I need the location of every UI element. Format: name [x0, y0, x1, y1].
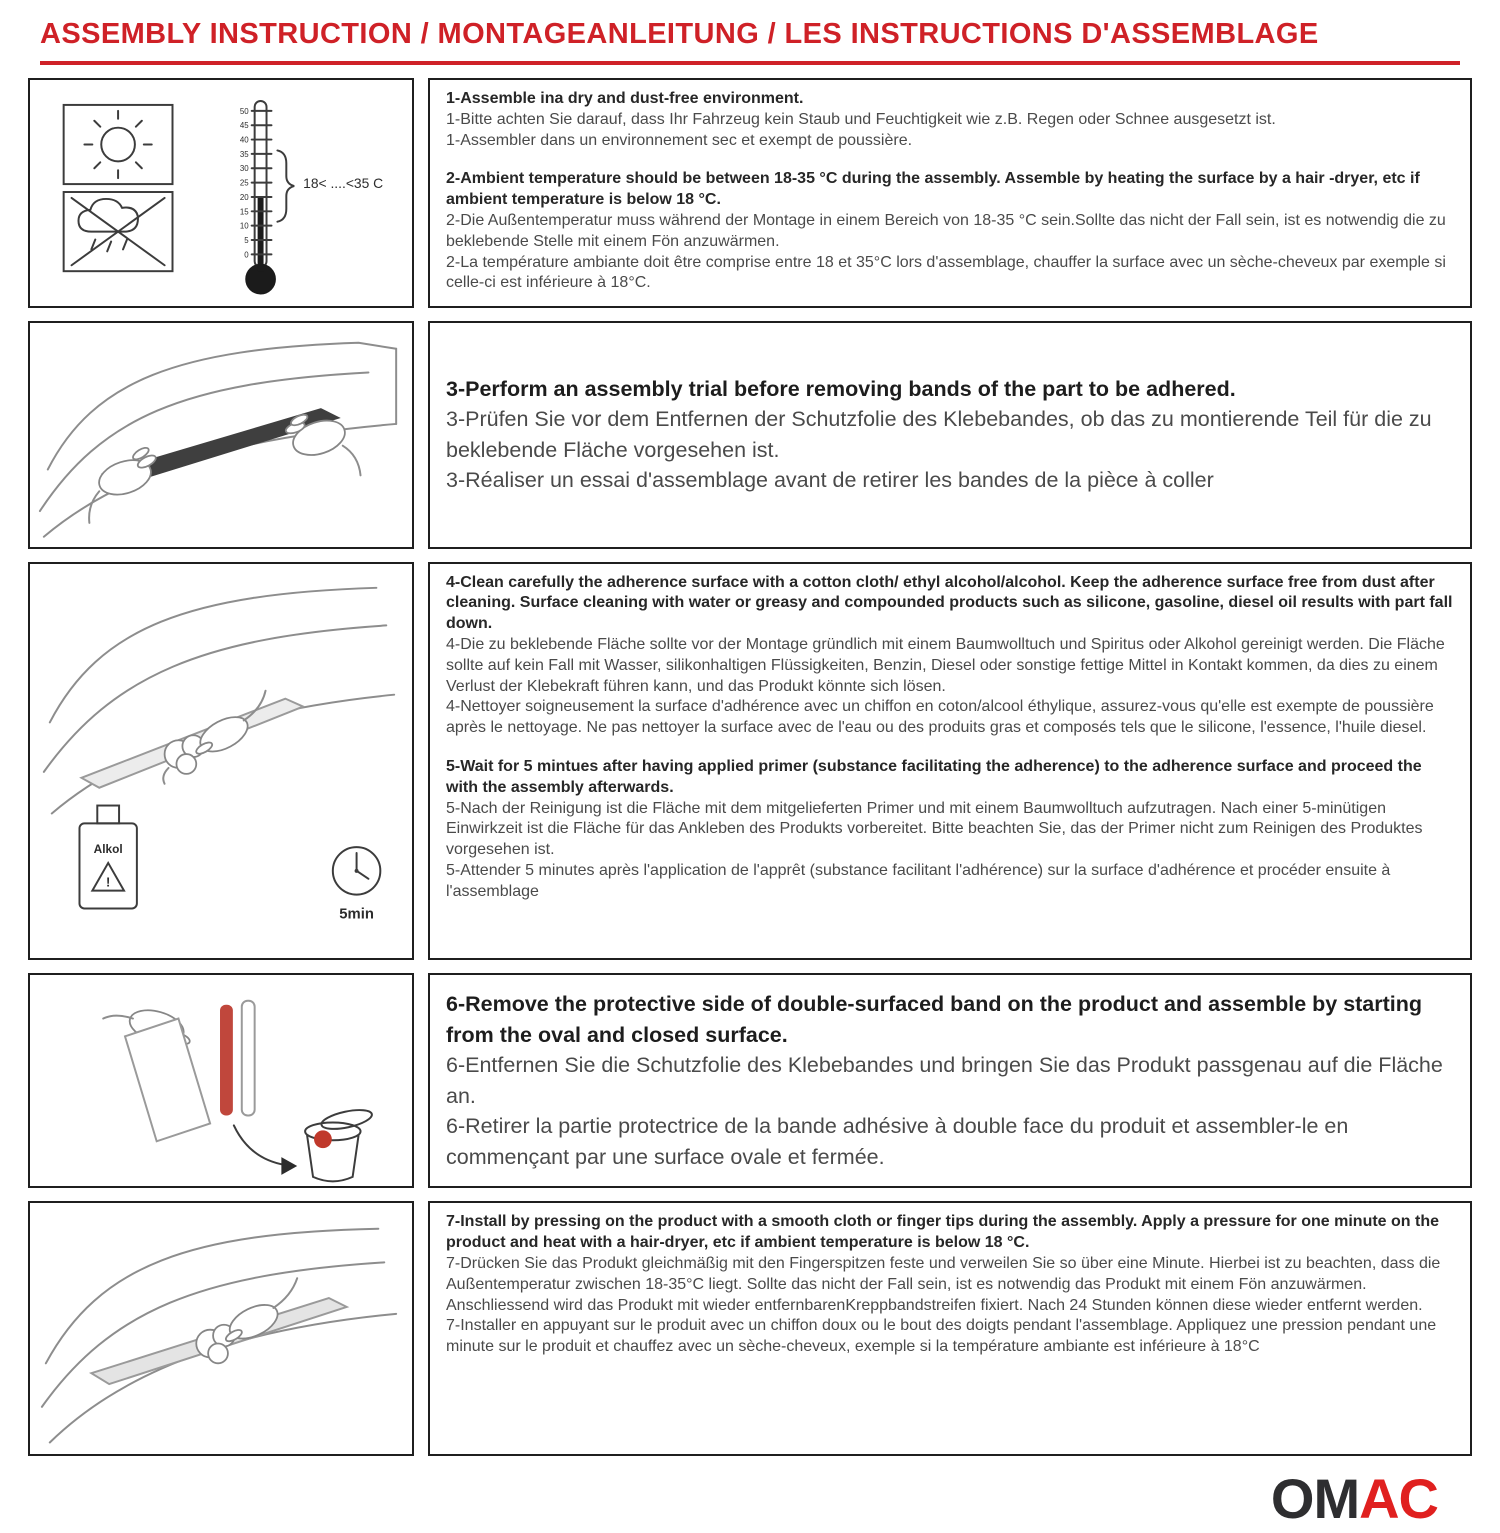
thermometer-scale: [240, 107, 249, 259]
illustration-cleaning: [28, 562, 414, 960]
temperature-illustration-svg: [30, 80, 412, 306]
warning-mark: !: [106, 874, 111, 890]
svg-text:15: 15: [239, 207, 249, 217]
instructions-text-5: [428, 1201, 1472, 1455]
step1-en: 1-Assemble ina dry and dust-free environment.: [446, 90, 804, 107]
alcohol-bottle-icon: [79, 805, 136, 908]
step4-en: 4-Clean carefully the adherence surface with a cotton cloth/ ethyl alcohol/alcohol. Keep the adherence surface free from dust after cleaning. Surface cleaning with water or greasy and compounded products such as silicone, gasoline, diesel oil results with part fall down.: [446, 573, 1453, 633]
step7-fr: 7-Installer en appuyant sur le produit avec un chiffon doux ou le bout des doigts pendant l'assemblage. Appliquez une pression pendant une minute sur le produit et chauffez avec un sèche-cheveux, exemple si la température ambiante est inférieure à 18°C: [446, 1317, 1437, 1356]
instructions-text-3: [428, 562, 1472, 960]
illustration-press-install: [28, 1201, 414, 1455]
left-hand-icon: [89, 446, 158, 523]
temperature-range-label: 18< ....<35 C: [303, 175, 384, 192]
page-title: ASSEMBLY INSTRUCTION / MONTAGEANLEITUNG / LES INSTRUCTIONS D'ASSEMBLAGE: [40, 18, 1319, 50]
cleaning-cloth-icon: [163, 735, 204, 783]
adhesive-band-red: [220, 1004, 233, 1115]
step5-de: 5-Nach der Reinigung ist die Fläche mit dem mitgelieferten Primer und mit einem Baumwolltuch aufzutragen. Nach einer 5-minütigen Einwirkzeit ist die Fläche für das Ankleben des Produkts vorbereitet. Bitte beachten Sie, das der Primer nicht zum Reinigen des Produktes vorgesehen ist.: [446, 799, 1423, 859]
protective-film: [125, 1018, 210, 1141]
instruction-row-3: [28, 562, 1472, 960]
svg-text:0: 0: [244, 250, 249, 260]
step4-de: 4-Die zu beklebende Fläche sollte vor der Montage gründlich mit einem Baumwolltuch und Spiritus oder Alkohol gereinigt werden. Die Fläche sollte auf kein Fall mit Wasser, silikonhaltigen Flüssigkeiten, Benzin, Diesel oder sonstige fettige Mittel in Kontakt kommen, da dies zu einem Verlust der Klebekraft führen kann, und das Produkt könnte sich lösen.: [446, 636, 1445, 695]
no-rain-icon: [64, 192, 173, 271]
step7-en: 7-Install by pressing on the product with a smooth cloth or finger tips during the assembly. Apply a pressure for one minute on the product and heat with a hair-dryer, etc if ambient temperature is below 18 °C.: [446, 1213, 1439, 1252]
step3-en: 3-Perform an assembly trial before removing bands of the part to be adhered.: [446, 376, 1236, 401]
step2-fr: 2-La température ambiante doit être comprise entre 18 et 35°C lors d'assemblage, chauffer la surface avec un sèche-cheveux par exemple si celle-ci est inférieure à 18°C.: [446, 253, 1446, 292]
step3-fr: 3-Réaliser un essai d'assemblage avant de retirer les bandes de la pièce à coller: [446, 468, 1214, 493]
instructions-text-4: [428, 973, 1472, 1189]
instruction-row-5: [28, 1201, 1472, 1455]
arrow-to-trash-icon: [234, 1125, 297, 1174]
svg-text:20: 20: [239, 192, 249, 202]
step5-fr: 5-Attender 5 minutes après l'application de l'apprêt (substance facilitant l'adhérence) sur la surface d'adhérence et procéder ensuite à l'assemblage: [446, 862, 1391, 900]
illustration-environment-temperature: [28, 78, 414, 308]
step6-en: 6-Remove the protective side of double-surfaced band on the product and assemble by starting from the oval and closed surface.: [446, 992, 1423, 1047]
instructions-text-1: [428, 78, 1472, 308]
svg-text:30: 30: [239, 164, 249, 174]
right-hand-icon: [284, 413, 360, 476]
illustration-remove-band: [28, 973, 414, 1189]
instructions-text-2: [428, 321, 1472, 549]
remove-band-svg: [30, 975, 412, 1187]
instruction-row-2: [28, 321, 1472, 549]
bottle-label: Alkol: [93, 841, 123, 856]
range-bracket: [277, 150, 294, 221]
svg-text:25: 25: [239, 178, 249, 188]
svg-text:50: 50: [239, 106, 249, 116]
step3-de: 3-Prüfen Sie vor dem Entfernen der Schutzfolie des Klebebandes, ob das zu montierende Teil für die zu beklebende Fläche vorgesehen ist.: [446, 407, 1432, 462]
svg-text:40: 40: [239, 135, 249, 145]
step2-de: 2-Die Außentemperatur muss während der Montage in einem Bereich von 18-35 °C sein.Sollte das nicht der Fall sein, ist es notwendig die zu beklebende Stelle mit einem Fön anzuwärmen.: [446, 211, 1446, 250]
brand-logo-om: OM: [1270, 1466, 1360, 1530]
step1-fr: 1-Assembler dans un environnement sec et exempt de poussière.: [446, 131, 913, 149]
instruction-row-4: [28, 973, 1472, 1189]
instruction-row-1: [28, 78, 1472, 308]
illustration-assembly-trial: [28, 321, 414, 549]
clock-label: 5min: [339, 906, 374, 923]
svg-text:10: 10: [239, 221, 249, 231]
step1-de: 1-Bitte achten Sie darauf, dass Ihr Fahrzeug kein Staub und Feuchtigkeit wie z.B. Regen oder Schnee ausgesetzt ist.: [446, 110, 1276, 128]
cleaning-illustration-svg: [30, 564, 412, 958]
thermometer-icon: [240, 101, 383, 294]
svg-text:5: 5: [244, 235, 249, 245]
adhesive-band-outline: [242, 1000, 255, 1115]
step2-en: 2-Ambient temperature should be between 18-35 °C during the assembly. Assemble by heating the surface by a hair -dryer, etc if ambient temperature is below 18 °C.: [446, 170, 1420, 209]
press-install-svg: [30, 1203, 412, 1453]
step6-de: 6-Entfernen Sie die Schutzfolie des Klebebandes und bringen Sie das Produkt passgenau auf die Fläche an.: [446, 1053, 1443, 1108]
svg-text:35: 35: [239, 149, 249, 159]
assembly-trial-svg: [30, 323, 412, 547]
clock-icon: [333, 847, 381, 922]
title-underline: [40, 61, 1460, 65]
step4-fr: 4-Nettoyer soigneusement la surface d'adhérence avec un chiffon en coton/alcool éthylique, assurez-vous qu'elle est exempte de poussière après le nettoyage. Ne pas nettoyer la surface avec de l'eau ou des produits gras et composés tels que le silicone, l'essence, l'huile diesel.: [446, 698, 1434, 737]
svg-text:45: 45: [239, 121, 249, 131]
step7-de: 7-Drücken Sie das Produkt gleichmäßig mit den Fingerspitzen feste und verweilen Sie so über eine Minute. Hierbei ist zu beachten, dass die Außentemperatur zwischen 18-35°C liegt. Sollte das nicht der Fall sein, ist es notwendig das Produkt mit einem Fön anzuwärmen. Anschliessend wird das Produkt mit wieder entfernbarenKreppbandstreifen fixiert. Nach 24 Stunden können diese wieder entfernt werden.: [446, 1255, 1441, 1314]
brand-logo: [28, 1466, 1472, 1533]
sun-icon: [64, 105, 173, 184]
step6-fr: 6-Retirer la partie protectrice de la bande adhésive à double face du produit et assembler-le en commençant par une surface ovale et fermée.: [446, 1114, 1349, 1169]
brand-logo-ac: AC: [1359, 1466, 1438, 1530]
discarded-band-dot: [314, 1130, 332, 1148]
trash-can-icon: [305, 1106, 373, 1181]
step5-en: 5-Wait for 5 mintues after having applied primer (substance facilitating the adherence) to the adherence surface and proceed the with the assembly afterwards.: [446, 758, 1422, 796]
